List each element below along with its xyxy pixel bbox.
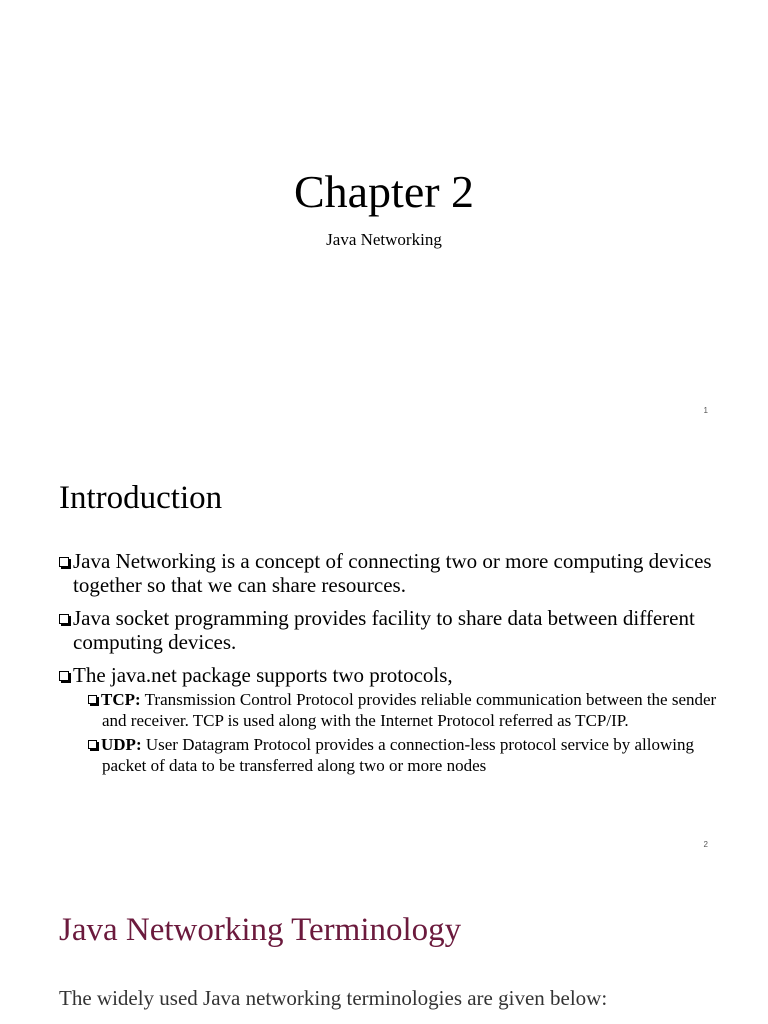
- chapter-subtitle: Java Networking: [326, 230, 442, 249]
- page-number: 1: [703, 406, 708, 415]
- checkbox-bullet-icon: [59, 557, 69, 567]
- checkbox-bullet-icon: [59, 614, 69, 624]
- page-number: 2: [703, 840, 708, 849]
- chapter-title: Chapter 2: [293, 166, 475, 217]
- bullet-item: [59, 549, 719, 597]
- introduction-slide: [0, 433, 768, 866]
- protocol-description: User Datagram Protocol provides a connection-less protocol service by allowing packet of data to be transferred along two or more nodes: [102, 735, 694, 775]
- sub-bullet-item: [88, 734, 722, 776]
- slide-heading: Introduction: [59, 480, 223, 516]
- bullet-item: [59, 606, 719, 654]
- body-text: The widely used Java networking terminologies are given below:: [59, 986, 608, 1010]
- protocol-description: Transmission Control Protocol provides reliable communication between the sender and receiver. TCP is used along with the Internet Protocol referred as TCP/IP.: [102, 690, 717, 730]
- bullet-text: Java socket programming provides facility to share data between different computing devices.: [73, 606, 695, 654]
- protocol-term: UDP:: [101, 735, 142, 754]
- sub-bullet-item: [88, 689, 722, 731]
- slide-heading: Java Networking Terminology: [59, 912, 462, 948]
- checkbox-bullet-icon: [59, 671, 69, 681]
- bullet-list: [59, 549, 719, 779]
- bullet-text: Java Networking is a concept of connecting two or more computing devices together so that we can share resources.: [73, 549, 712, 597]
- checkbox-bullet-icon: [88, 740, 97, 749]
- bullet-item: [59, 663, 719, 687]
- checkbox-bullet-icon: [88, 695, 97, 704]
- bullet-text: The java.net package supports two protocols,: [73, 663, 453, 687]
- protocol-term: TCP:: [101, 690, 141, 709]
- terminology-slide: [0, 866, 768, 1024]
- title-slide: [0, 0, 768, 433]
